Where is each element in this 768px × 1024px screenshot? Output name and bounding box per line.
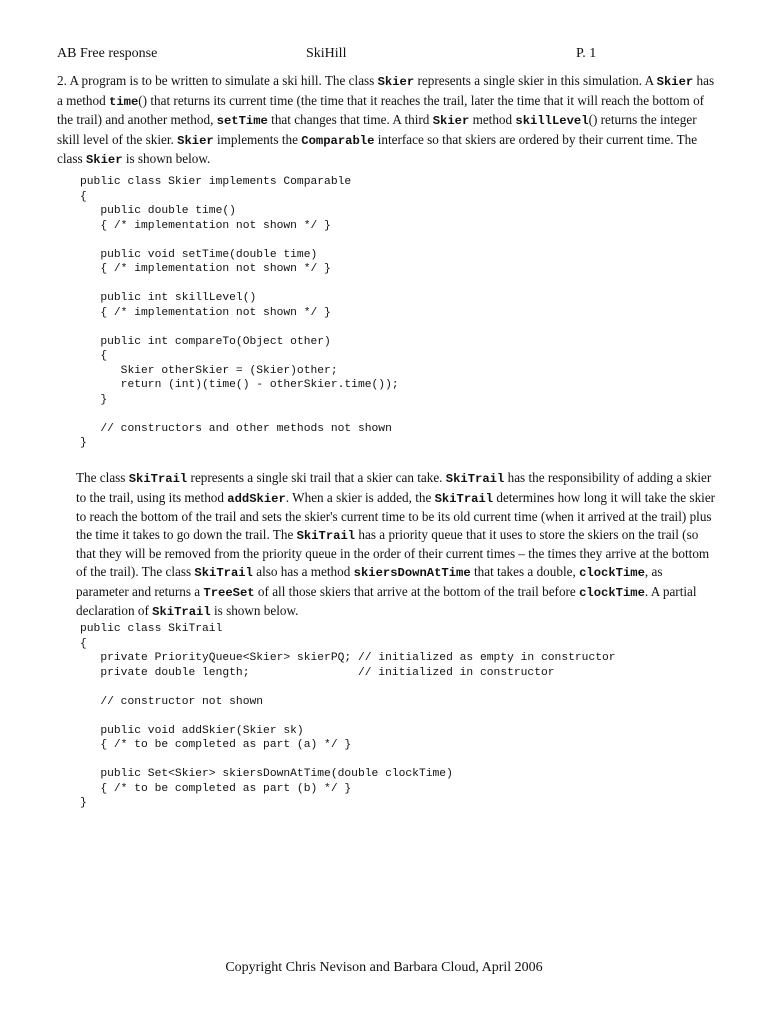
skitrail-class-code: public class SkiTrail { private PriorityQueue<Skier> skierPQ; // initialized as empty in constructor private double length; // initialized in constructor // constructor not shown public void addSkier(Skier sk) { /* to be completed as part (a) */ } public Set<Skier> skiersDownAtTime(double clockTime) { /* to be completed as part (b) */ } } (80, 623, 616, 809)
skitrail-paragraph: The class SkiTrail represents a single ski trail that a skier can take. SkiTrail has the responsibility of adding a skier to the trail, using its method addSkier. When a skier is added, the SkiTrail determines how long it will take the skier to reach the bottom of the trail and sets the skier's current time to be its old current time (when it arrived at the trail) plus the time it takes to go down the trail. The SkiTrail has a priority queue that it uses to store the skiers on the trail (so that they will be removed from the priority queue in the order of their current times – the times they arrive at the bottom of the trail). The class SkiTrail also has a method skiersDownAtTime that takes a double, clockTime, as parameter and returns a TreeSet of all those skiers that arrive at the bottom of the trail before clockTime. A partial declaration of SkiTrail is shown below. (76, 470, 716, 620)
header-title: SkiHill (306, 46, 347, 61)
intro-paragraph: 2. A program is to be written to simulate a ski hill. The class Skier represents a single skier in this simulation. A Skier has a method time() that returns its current time (the time that it reaches the trail, later the time that it will reach the bottom of the trail) and another method, setTime that changes that time. A third Skier method skillLevel() returns the integer skill level of the skier. Skier implements the Comparable interface so that skiers are ordered by their current time. The class Skier is shown below. (57, 73, 715, 168)
page-number: P. 1 (576, 46, 597, 61)
copyright-footer: Copyright Chris Nevison and Barbara Cloud, April 2006 (225, 960, 543, 975)
skier-class-code: public class Skier implements Comparable { public double time() { /* implementation not shown */ } public void setTime(double time) { /* implementation not shown */ } public int skillLevel() { /* implementation not shown */ } public int compareTo(Object other) { Skier otherSkier = (Skier)other; return (int)(time() - otherSkier.time()); } // constructors and other methods not shown } (80, 176, 399, 449)
header-left: AB Free response (57, 46, 158, 61)
